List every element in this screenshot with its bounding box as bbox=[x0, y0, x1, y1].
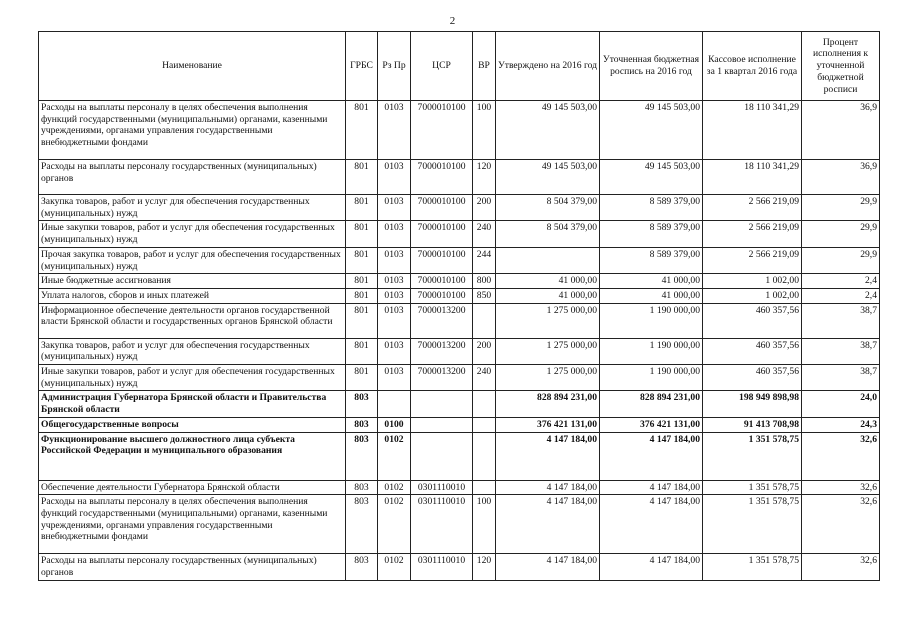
row-name: Иные закупки товаров, работ и услуг для обеспечения государственных (муниципальных) нужд bbox=[39, 221, 346, 247]
row-approved: 41 000,00 bbox=[496, 288, 600, 303]
row-refined: 49 145 503,00 bbox=[600, 101, 703, 160]
row-vr bbox=[473, 432, 496, 480]
row-cash: 1 351 578,75 bbox=[703, 554, 802, 580]
row-percent: 29,9 bbox=[802, 195, 880, 221]
table-row bbox=[39, 338, 880, 364]
row-refined: 41 000,00 bbox=[600, 274, 703, 289]
row-approved: 49 145 503,00 bbox=[496, 101, 600, 160]
table-row bbox=[39, 303, 880, 338]
row-cash: 1 002,00 bbox=[703, 288, 802, 303]
header-refined: Уточненная бюджетная роспись на 2016 год bbox=[600, 32, 703, 101]
row-percent: 29,9 bbox=[802, 221, 880, 247]
row-csr: 7000010100 bbox=[411, 101, 473, 160]
row-refined: 828 894 231,00 bbox=[600, 391, 703, 417]
header-vr: ВР bbox=[473, 32, 496, 101]
row-name: Функционирование высшего должностного лица субъекта Российской Федерации и муниципального образования bbox=[39, 432, 346, 480]
row-name: Общегосударственные вопросы bbox=[39, 417, 346, 432]
row-grbs: 801 bbox=[346, 195, 378, 221]
row-cash: 1 351 578,75 bbox=[703, 495, 802, 554]
header-csr: ЦСР bbox=[411, 32, 473, 101]
row-name: Обеспечение деятельности Губернатора Брянской области bbox=[39, 480, 346, 495]
row-rzpr: 0102 bbox=[378, 480, 411, 495]
table-header-row bbox=[39, 32, 880, 101]
row-approved: 376 421 131,00 bbox=[496, 417, 600, 432]
row-vr: 200 bbox=[473, 195, 496, 221]
row-cash: 18 110 341,29 bbox=[703, 160, 802, 195]
row-grbs: 801 bbox=[346, 101, 378, 160]
row-percent: 2,4 bbox=[802, 274, 880, 289]
row-percent: 36,9 bbox=[802, 101, 880, 160]
row-percent: 2,4 bbox=[802, 288, 880, 303]
table-row bbox=[39, 554, 880, 580]
row-vr: 100 bbox=[473, 101, 496, 160]
row-percent: 38,7 bbox=[802, 303, 880, 338]
row-refined: 41 000,00 bbox=[600, 288, 703, 303]
table-row bbox=[39, 221, 880, 247]
row-vr: 200 bbox=[473, 338, 496, 364]
budget-execution-table bbox=[38, 31, 880, 581]
row-name: Информационное обеспечение деятельности органов государственной власти Брянской области и государственных органов Брянской области bbox=[39, 303, 346, 338]
row-cash: 460 357,56 bbox=[703, 303, 802, 338]
row-percent: 32,6 bbox=[802, 480, 880, 495]
row-percent: 32,6 bbox=[802, 495, 880, 554]
header-name: Наименование bbox=[39, 32, 346, 101]
row-name: Прочая закупка товаров, работ и услуг для обеспечения государственных (муниципальных) нужд bbox=[39, 247, 346, 273]
row-csr: 7000010100 bbox=[411, 195, 473, 221]
row-rzpr: 0103 bbox=[378, 274, 411, 289]
row-refined: 4 147 184,00 bbox=[600, 480, 703, 495]
row-approved: 1 275 000,00 bbox=[496, 338, 600, 364]
row-csr: 7000010100 bbox=[411, 221, 473, 247]
row-cash: 460 357,56 bbox=[703, 365, 802, 391]
row-grbs: 801 bbox=[346, 365, 378, 391]
row-name: Уплата налогов, сборов и иных платежей bbox=[39, 288, 346, 303]
row-name: Расходы на выплаты персоналу в целях обеспечения выполнения функций государственными (муниципальными) органами, казенными учреждениями, органами управления государственными внебюджетными фондами bbox=[39, 495, 346, 554]
row-grbs: 803 bbox=[346, 432, 378, 480]
header-approved: Утверждено на 2016 год bbox=[496, 32, 600, 101]
row-rzpr: 0100 bbox=[378, 417, 411, 432]
row-rzpr: 0102 bbox=[378, 432, 411, 480]
row-vr: 120 bbox=[473, 554, 496, 580]
row-rzpr: 0103 bbox=[378, 160, 411, 195]
row-rzpr: 0103 bbox=[378, 221, 411, 247]
row-csr: 0301110010 bbox=[411, 554, 473, 580]
row-csr: 7000010100 bbox=[411, 247, 473, 273]
row-approved: 49 145 503,00 bbox=[496, 160, 600, 195]
row-csr bbox=[411, 391, 473, 417]
row-csr: 7000010100 bbox=[411, 288, 473, 303]
row-vr bbox=[473, 417, 496, 432]
row-csr: 7000013200 bbox=[411, 365, 473, 391]
row-approved: 8 504 379,00 bbox=[496, 195, 600, 221]
row-cash: 2 566 219,09 bbox=[703, 221, 802, 247]
table-row bbox=[39, 365, 880, 391]
row-cash: 18 110 341,29 bbox=[703, 101, 802, 160]
row-grbs: 801 bbox=[346, 288, 378, 303]
row-percent: 24,3 bbox=[802, 417, 880, 432]
row-vr: 850 bbox=[473, 288, 496, 303]
row-vr: 800 bbox=[473, 274, 496, 289]
row-name: Расходы на выплаты персоналу государственных (муниципальных) органов bbox=[39, 554, 346, 580]
row-vr bbox=[473, 480, 496, 495]
row-approved: 828 894 231,00 bbox=[496, 391, 600, 417]
row-refined: 8 589 379,00 bbox=[600, 195, 703, 221]
row-name: Закупка товаров, работ и услуг для обеспечения государственных (муниципальных) нужд bbox=[39, 195, 346, 221]
table-row bbox=[39, 247, 880, 273]
row-percent: 29,9 bbox=[802, 247, 880, 273]
header-grbs: ГРБС bbox=[346, 32, 378, 101]
row-grbs: 801 bbox=[346, 274, 378, 289]
row-approved: 4 147 184,00 bbox=[496, 432, 600, 480]
row-percent: 24,0 bbox=[802, 391, 880, 417]
row-cash: 460 357,56 bbox=[703, 338, 802, 364]
row-csr bbox=[411, 417, 473, 432]
table-row bbox=[39, 274, 880, 289]
row-name: Закупка товаров, работ и услуг для обеспечения государственных (муниципальных) нужд bbox=[39, 338, 346, 364]
row-approved: 4 147 184,00 bbox=[496, 495, 600, 554]
row-vr: 244 bbox=[473, 247, 496, 273]
row-refined: 1 190 000,00 bbox=[600, 303, 703, 338]
row-vr bbox=[473, 303, 496, 338]
row-percent: 36,9 bbox=[802, 160, 880, 195]
row-approved: 4 147 184,00 bbox=[496, 480, 600, 495]
row-rzpr: 0103 bbox=[378, 338, 411, 364]
row-csr: 7000013200 bbox=[411, 338, 473, 364]
header-rzpr: Рз Пр bbox=[378, 32, 411, 101]
row-cash: 2 566 219,09 bbox=[703, 195, 802, 221]
row-cash: 1 351 578,75 bbox=[703, 480, 802, 495]
row-grbs: 801 bbox=[346, 160, 378, 195]
row-vr: 120 bbox=[473, 160, 496, 195]
row-percent: 38,7 bbox=[802, 365, 880, 391]
row-vr: 240 bbox=[473, 221, 496, 247]
row-name: Иные закупки товаров, работ и услуг для обеспечения государственных (муниципальных) нужд bbox=[39, 365, 346, 391]
table-row bbox=[39, 391, 880, 417]
table-row bbox=[39, 417, 880, 432]
row-approved: 41 000,00 bbox=[496, 274, 600, 289]
row-grbs: 803 bbox=[346, 554, 378, 580]
row-approved: 4 147 184,00 bbox=[496, 554, 600, 580]
table-row bbox=[39, 480, 880, 495]
row-approved: 8 504 379,00 bbox=[496, 221, 600, 247]
table-row bbox=[39, 101, 880, 160]
table-row bbox=[39, 495, 880, 554]
row-rzpr: 0103 bbox=[378, 247, 411, 273]
row-approved bbox=[496, 247, 600, 273]
table-row bbox=[39, 432, 880, 480]
header-percent: Процент исполнения к уточненной бюджетной росписи bbox=[802, 32, 880, 101]
row-refined: 8 589 379,00 bbox=[600, 247, 703, 273]
row-csr: 7000010100 bbox=[411, 274, 473, 289]
row-cash: 1 002,00 bbox=[703, 274, 802, 289]
row-rzpr: 0102 bbox=[378, 554, 411, 580]
row-grbs: 801 bbox=[346, 247, 378, 273]
row-refined: 4 147 184,00 bbox=[600, 432, 703, 480]
row-csr: 0301110010 bbox=[411, 495, 473, 554]
row-cash: 1 351 578,75 bbox=[703, 432, 802, 480]
row-name: Расходы на выплаты персоналу в целях обеспечения выполнения функций государственными (муниципальными) органами, казенными учреждениями, органами управления государственными внебюджетными фондами bbox=[39, 101, 346, 160]
row-refined: 8 589 379,00 bbox=[600, 221, 703, 247]
row-refined: 1 190 000,00 bbox=[600, 365, 703, 391]
row-percent: 32,6 bbox=[802, 432, 880, 480]
row-rzpr: 0103 bbox=[378, 195, 411, 221]
row-grbs: 801 bbox=[346, 303, 378, 338]
table-row bbox=[39, 288, 880, 303]
row-csr: 7000010100 bbox=[411, 160, 473, 195]
row-csr: 7000013200 bbox=[411, 303, 473, 338]
row-cash: 91 413 708,98 bbox=[703, 417, 802, 432]
row-grbs: 803 bbox=[346, 391, 378, 417]
row-csr: 0301110010 bbox=[411, 480, 473, 495]
row-rzpr: 0103 bbox=[378, 365, 411, 391]
row-rzpr bbox=[378, 391, 411, 417]
row-refined: 4 147 184,00 bbox=[600, 495, 703, 554]
row-rzpr: 0102 bbox=[378, 495, 411, 554]
row-approved: 1 275 000,00 bbox=[496, 365, 600, 391]
row-vr: 240 bbox=[473, 365, 496, 391]
row-name: Иные бюджетные ассигнования bbox=[39, 274, 346, 289]
row-grbs: 801 bbox=[346, 338, 378, 364]
page-number: 2 bbox=[449, 15, 456, 27]
row-percent: 38,7 bbox=[802, 338, 880, 364]
row-grbs: 803 bbox=[346, 495, 378, 554]
row-approved: 1 275 000,00 bbox=[496, 303, 600, 338]
row-grbs: 801 bbox=[346, 221, 378, 247]
row-vr bbox=[473, 391, 496, 417]
row-rzpr: 0103 bbox=[378, 288, 411, 303]
row-name: Расходы на выплаты персоналу государственных (муниципальных) органов bbox=[39, 160, 346, 195]
row-refined: 1 190 000,00 bbox=[600, 338, 703, 364]
row-name: Администрация Губернатора Брянской области и Правительства Брянской области bbox=[39, 391, 346, 417]
row-rzpr: 0103 bbox=[378, 101, 411, 160]
row-rzpr: 0103 bbox=[378, 303, 411, 338]
row-refined: 376 421 131,00 bbox=[600, 417, 703, 432]
row-csr bbox=[411, 432, 473, 480]
row-percent: 32,6 bbox=[802, 554, 880, 580]
header-cash: Кассовое исполнение за 1 квартал 2016 года bbox=[703, 32, 802, 101]
table-row bbox=[39, 160, 880, 195]
row-cash: 198 949 898,98 bbox=[703, 391, 802, 417]
table-row bbox=[39, 195, 880, 221]
row-refined: 4 147 184,00 bbox=[600, 554, 703, 580]
row-grbs: 803 bbox=[346, 417, 378, 432]
row-vr: 100 bbox=[473, 495, 496, 554]
row-cash: 2 566 219,09 bbox=[703, 247, 802, 273]
row-grbs: 803 bbox=[346, 480, 378, 495]
row-refined: 49 145 503,00 bbox=[600, 160, 703, 195]
